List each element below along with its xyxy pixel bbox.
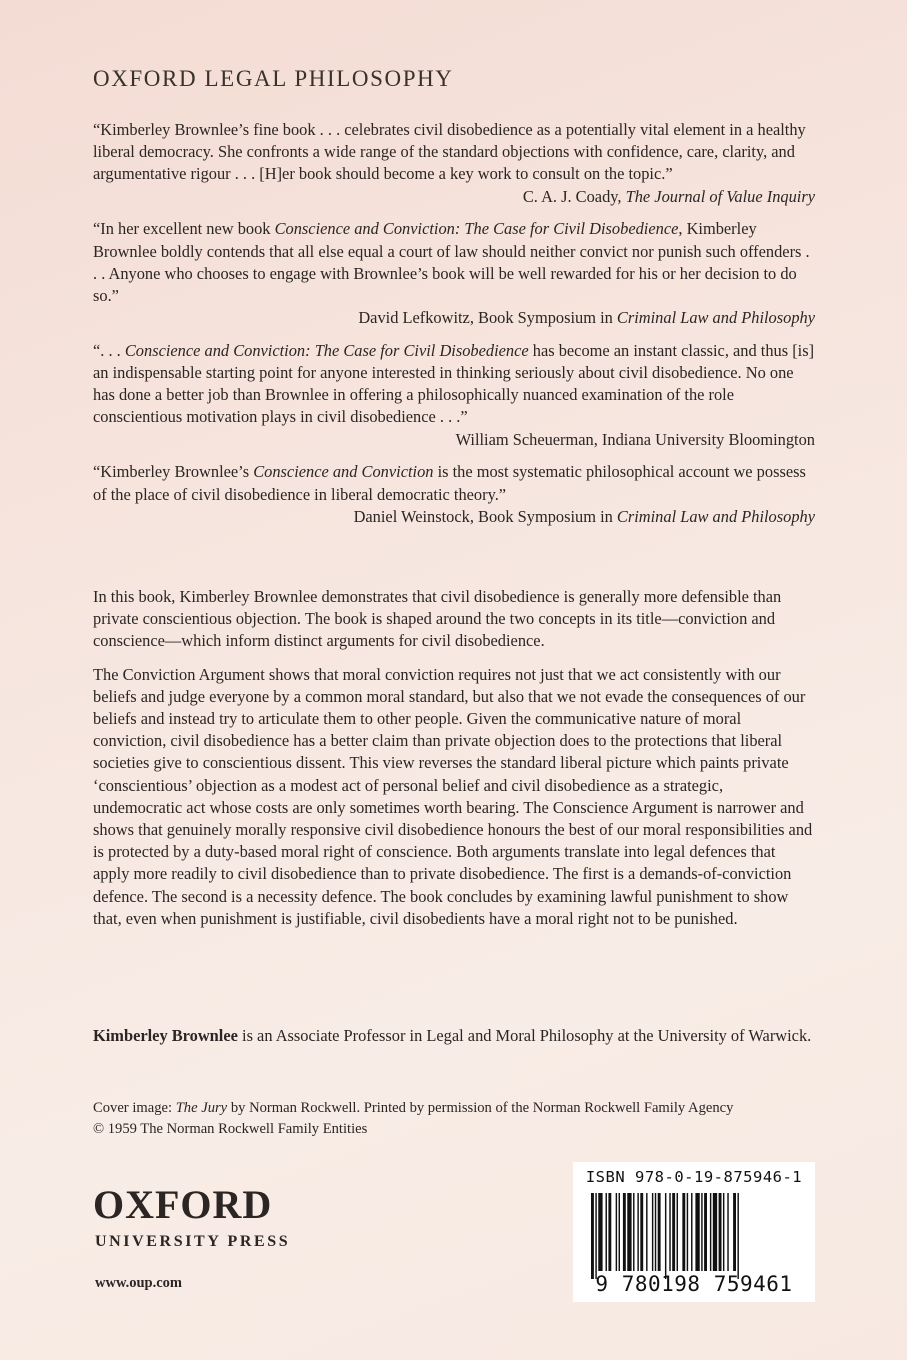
barcode-bar [623,1193,626,1271]
barcode-bar [682,1193,685,1271]
quote-text-segment: “. . . [93,340,125,360]
quote-title-italic: Conscience and Conviction [253,462,434,482]
barcode-bar [713,1193,717,1271]
quote-text-segment: has become an instant classic, and thus [is] an indispensable starting point for anyone interested in thinking seriously about civil disobedience. No one has done a better job than Brownlee in offering a philosophically nuanced examination of the role conscientious motivation plays in civil disobedience . . .” [93,340,815,427]
barcode-bar [669,1193,670,1271]
publisher-subname: UNIVERSITY PRESS [95,1233,291,1250]
barcode-bar [606,1193,607,1271]
barcode-bar [737,1193,738,1279]
barcode-bar [701,1193,702,1271]
quote-text [93,119,815,186]
review-quote [93,461,815,528]
series-title: OXFORD LEGAL PHILOSOPHY [93,66,454,91]
quote-text [93,218,815,307]
cover-credit-rest: by Norman Rockwell. Printed by permission of the Norman Rockwell Family Agency [227,1100,734,1116]
barcode-bar [640,1193,643,1271]
quote-attribution [93,429,815,451]
quote-text-segment: “Kimberley Brownlee’s fine book . . . celebrates civil disobedience as a potentially vital element in a healthy liberal democracy. She confronts a wide range of the standard objections with confidence, care, clarity, and argumentative rigour . . . [H]er book should become a key work to consult on the topic.” [93,120,806,184]
publisher-logo: OXFORD [93,1182,273,1227]
barcode-bar [719,1193,722,1271]
quote-attribution [93,186,815,208]
description-paragraph: The Conviction Argument shows that moral conviction requires not just that we act consistently with our beliefs and judge everyone by a common moral standard, but also that we not evade the consequences of our beliefs and instead try to articulate them to other people. Given the communicative nature of moral conviction, civil disobedience has a better claim than private objection does to the protections that liberal societies give to conscientious dissent. This view reverses the standard liberal picture which paints private ‘conscientious’ objection as a modest act of personal belief and civil disobedience as a strategic, undemocratic act whose costs are only sometimes worth bearing. The Conscience Argument is narrower and shows that genuinely morally responsive civil disobedience honours the best of our moral responsibilities and is protected by a duty-based moral right of conscience. Both arguments translate into legal defences that apply more readily to civil disobedience than to private disobedience. The first is a demands-of-conviction defence. The second is a necessity defence. The book concludes by examining lawful punishment to show that, even when punishment is justifiable, civil disobedients have a moral right not to be punished. [93,664,813,928]
barcode-bar [652,1193,653,1271]
barcode-bar [687,1193,688,1271]
barcode-bar [619,1193,620,1271]
barcode-bar [723,1193,724,1271]
barcode-bar [627,1193,631,1271]
attribution-name: C. A. J. Coady, [522,186,626,206]
barcode-bar [658,1193,661,1271]
quote-text-segment: is the most systematic philosophical account we possess of the place of civil disobedience in liberal democratic theory.” [93,462,806,504]
barcode-bar [672,1193,675,1271]
book-description [93,586,815,941]
barcode-bar [691,1193,692,1271]
barcode-bar [704,1193,707,1271]
review-quote [93,119,815,208]
isbn-label: ISBN 978-0-19-875946-1 [585,1168,803,1186]
barcode-bar [598,1193,602,1271]
attribution-name: William Scheuerman, Indiana University Bloomington [455,429,815,449]
quote-text-segment: , Kimberley Brownlee boldly contends that all else equal a court of law should neither convict nor punish such offenders . . . Anyone who chooses to engage with Brownlee’s book will be well rewarded for his or her decision to do so.” [93,219,810,305]
barcode-bar [665,1193,666,1279]
quote-attribution [93,506,815,528]
quote-attribution [93,307,815,329]
cover-credit-prefix: Cover image: [93,1100,176,1116]
quote-title-italic: Conscience and Conviction: The Case for Civil Disobedience [274,219,679,239]
barcode-bar [695,1193,699,1271]
cover-credit [93,1098,815,1140]
attribution-publication: The Journal of Value Inquiry [625,186,815,206]
review-quotes [93,119,815,538]
attribution-publication: Criminal Law and Philosophy [616,506,815,526]
barcode-bar [677,1193,678,1271]
attribution-name: David Lefkowitz, Book Symposium in [358,308,617,328]
barcode-bar [733,1193,736,1271]
barcode-bar [591,1193,594,1279]
quote-text [93,340,815,429]
publisher-url: www.oup.com [95,1275,183,1291]
barcode-bar [616,1193,617,1271]
barcode-bar [710,1193,711,1271]
quote-text [93,461,815,505]
author-bio-text: is an Associate Professor in Legal and Moral Philosophy at the University of Warwick. [237,1026,812,1045]
barcode-bar [646,1193,647,1271]
barcode-bars [589,1193,797,1279]
barcode-bar [608,1193,611,1271]
attribution-publication: Criminal Law and Philosophy [616,308,815,328]
barcode-bar [595,1193,596,1279]
barcode-bar [637,1193,638,1271]
cover-credit-work: The Jury [175,1100,228,1116]
barcode-bar [727,1193,728,1271]
barcode-digits: 9 780198 759461 [595,1272,793,1296]
isbn-barcode [573,1162,815,1302]
barcode-bar [655,1193,656,1271]
review-quote [93,340,815,451]
author-name: Kimberley Brownlee [93,1026,238,1045]
quote-text-segment: “Kimberley Brownlee’s [93,462,254,482]
description-paragraph: In this book, Kimberley Brownlee demonstrates that civil disobedience is generally more defensible than private conscientious objection. The book is shaped around the two concepts in its title—conviction and conscience—which inform distinct arguments for civil disobedience. [93,587,782,651]
attribution-name: Daniel Weinstock, Book Symposium in [353,506,617,526]
quote-title-italic: Conscience and Conviction: The Case for Civil Disobedience [124,340,529,360]
quote-text-segment: “In her excellent new book [93,219,275,239]
author-bio [93,1025,815,1047]
cover-credit-copyright: © 1959 The Norman Rockwell Family Entities [93,1121,368,1137]
barcode-bar [633,1193,634,1271]
review-quote [93,218,815,329]
